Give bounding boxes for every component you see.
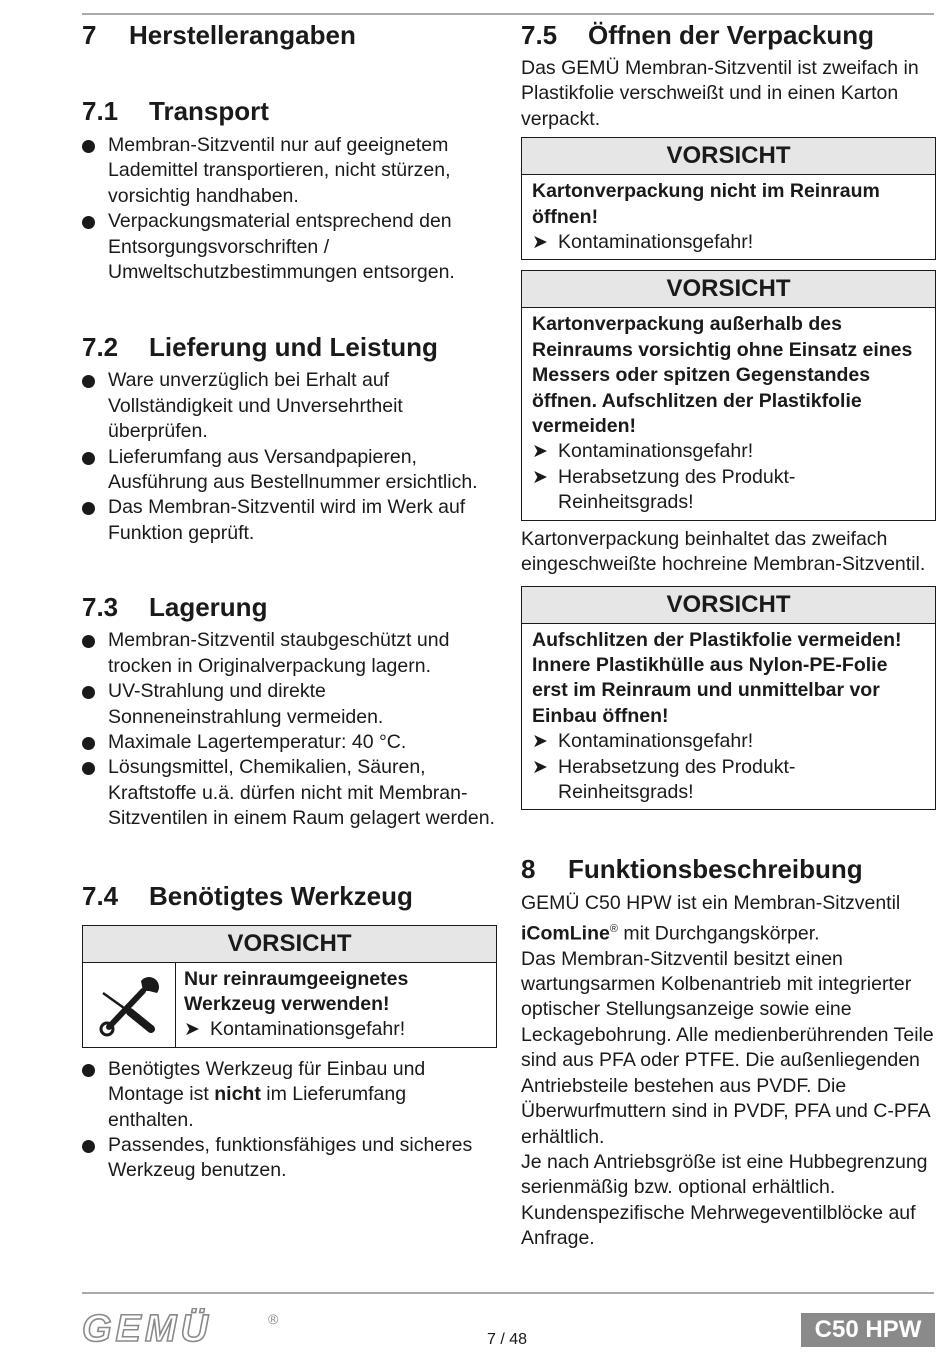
arrow-icon: ➤ (532, 466, 548, 488)
warning-consequence: ➤ Herabsetzung des Produkt-Reinheitsgrads! (532, 465, 796, 514)
svg-text:®: ® (268, 1311, 279, 1327)
warning-consequence: ➤ Kontaminationsgefahr! (532, 439, 925, 464)
bullet-icon (82, 1064, 95, 1077)
warning-text: Kartonverpackung nicht im Reinraum öffnen! (532, 180, 880, 228)
warning-box-2 (521, 270, 936, 520)
arrow-icon: ➤ (532, 731, 548, 753)
tools-list (82, 1057, 497, 1184)
heading-7-2: 7.2 Lieferung und Leistung (82, 332, 438, 363)
warning-consequence: ➤ Kontaminationsgefahr! (532, 729, 925, 754)
left-column (82, 18, 497, 1184)
list-item: Lieferumfang aus Versandpapieren, Ausführung aus Bestellnummer ersichtlich. (82, 445, 497, 496)
warning-box-tools (82, 925, 497, 1048)
list-item: Benötigtes Werkzeug für Einbau und Montage ist nicht im Lieferumfang enthalten. (82, 1057, 497, 1133)
list-item: Verpackungsmaterial entsprechend den Entsorgungsvorschriften / Umweltschutzbestimmungen entsorgen. (82, 209, 497, 285)
bullet-icon (82, 762, 95, 775)
warning-head: VORSICHT (522, 587, 935, 624)
heading-7-1: 7.1 Transport (82, 96, 269, 126)
paragraph-function-1: GEMÜ C50 HPW ist ein Membran-Sitzventil iComLine® mit Durchgangskörper. (521, 892, 901, 945)
list-item: Membran-Sitzventil staubgeschützt und trocken in Originalverpackung lagern. (82, 628, 497, 679)
warning-consequence: ➤ Kontaminationsgefahr! (532, 230, 925, 255)
list-item: Ware unverzüglich bei Erhalt auf Vollständigkeit und Unversehrtheit überprüfen. (82, 368, 497, 444)
bullet-icon (82, 375, 95, 388)
paragraph-function-3: Je nach Antriebsgröße ist eine Hubbegrenzung serienmäßig bzw. optional erhältlich. Kundenspezifische Mehrwegeventilblöcke auf Anfrage. (521, 1150, 928, 1250)
warning-head: VORSICHT (522, 271, 935, 308)
warning-text: Kartonverpackung außerhalb des Reinraums vorsichtig ohne Einsatz eines Messers oder spitzen Gegenstandes öffnen. Aufschlitzen der Plastikfolie vermeiden! (532, 313, 913, 438)
arrow-icon: ➤ (532, 232, 548, 254)
warning-box-3 (521, 586, 936, 811)
top-rule (82, 13, 934, 15)
heading-7-5: 7.5 Öffnen der Verpackung (521, 20, 875, 50)
paragraph-function-2: Das Membran-Sitzventil besitzt einen wartungsarmen Kolbenantrieb mit integrierter optischer Stellungsanzeige sowie eine Leckagebohrung. Alle medienberührenden Teile sind aus PFA oder PTFE. Die außenliegenden Antriebsteile bestehen aus PVDF. Die Überwurfmuttern sind in PVDF, PFA und C-PFA erhältlich. (521, 947, 934, 1148)
warning-box-1 (521, 137, 936, 260)
warning-consequence: ➤ Kontaminationsgefahr! (184, 1017, 488, 1042)
warning-consequence: ➤ Herabsetzung des Produkt-Reinheitsgrads! (532, 755, 796, 803)
heading-8: 8 Funktionsbeschreibung (521, 854, 863, 885)
list-item: Passendes, funktionsfähiges und sicheres Werkzeug benutzen. (82, 1133, 497, 1184)
heading-7: 7 Herstellerangaben (82, 20, 356, 50)
right-column (521, 18, 936, 1252)
product-tag: C50 HPW (801, 1313, 935, 1347)
tools-icon (83, 963, 176, 1047)
list-item: Membran-Sitzventil nur auf geeignetem Lademittel transportieren, nicht stürzen, vorsichtig handhaben. (82, 133, 497, 209)
warning-text: Aufschlitzen der Plastikfolie vermeiden! Innere Plastikhülle aus Nylon-PE-Folie erst im Reinraum und unmittelbar vor Einbau öffnen! (532, 628, 902, 727)
list-item: Lösungsmittel, Chemikalien, Säuren, Kraftstoffe u.ä. dürfen nicht mit Membran-Sitzventilen in einem Raum gelagert werden. (82, 755, 497, 831)
warning-head: VORSICHT (83, 926, 496, 963)
bullet-icon (82, 216, 95, 229)
warning-head: VORSICHT (522, 138, 935, 175)
heading-7-3: 7.3 Lagerung (82, 592, 268, 623)
paragraph-content: Kartonverpackung beinhaltet das zweifach eingeschweißte hochreine Membran-Sitzventil. (521, 527, 926, 576)
warning-text: Nur reinraumgeeignetes Werkzeug verwenden! (184, 967, 409, 1015)
bullet-icon (82, 686, 95, 699)
storage-list (82, 628, 497, 831)
delivery-list (82, 368, 497, 546)
list-item: Das Membran-Sitzventil wird im Werk auf Funktion geprüft. (82, 495, 497, 546)
bullet-icon (82, 140, 95, 153)
bullet-icon (82, 737, 95, 750)
list-item: UV-Strahlung und direkte Sonneneinstrahlung vermeiden. (82, 679, 497, 730)
bullet-icon (82, 502, 95, 515)
bullet-icon (82, 1140, 95, 1153)
bottom-rule (82, 1292, 934, 1294)
list-item: Maximale Lagertemperatur: 40 °C. (82, 730, 497, 755)
svg-text:GEMÜ: GEMÜ (82, 1308, 212, 1348)
transport-list (82, 133, 497, 285)
arrow-icon: ➤ (532, 756, 548, 778)
page-number: 7 / 48 (486, 1331, 528, 1348)
bullet-icon (82, 452, 95, 465)
paragraph-intro: Das GEMÜ Membran-Sitzventil ist zweifach in Plastikfolie verschweißt und in einen Karton verpackt. (521, 57, 919, 130)
arrow-icon: ➤ (184, 1019, 200, 1041)
arrow-icon: ➤ (532, 441, 548, 463)
bullet-icon (82, 635, 95, 648)
heading-7-4: 7.4 Benötigtes Werkzeug (82, 880, 413, 911)
